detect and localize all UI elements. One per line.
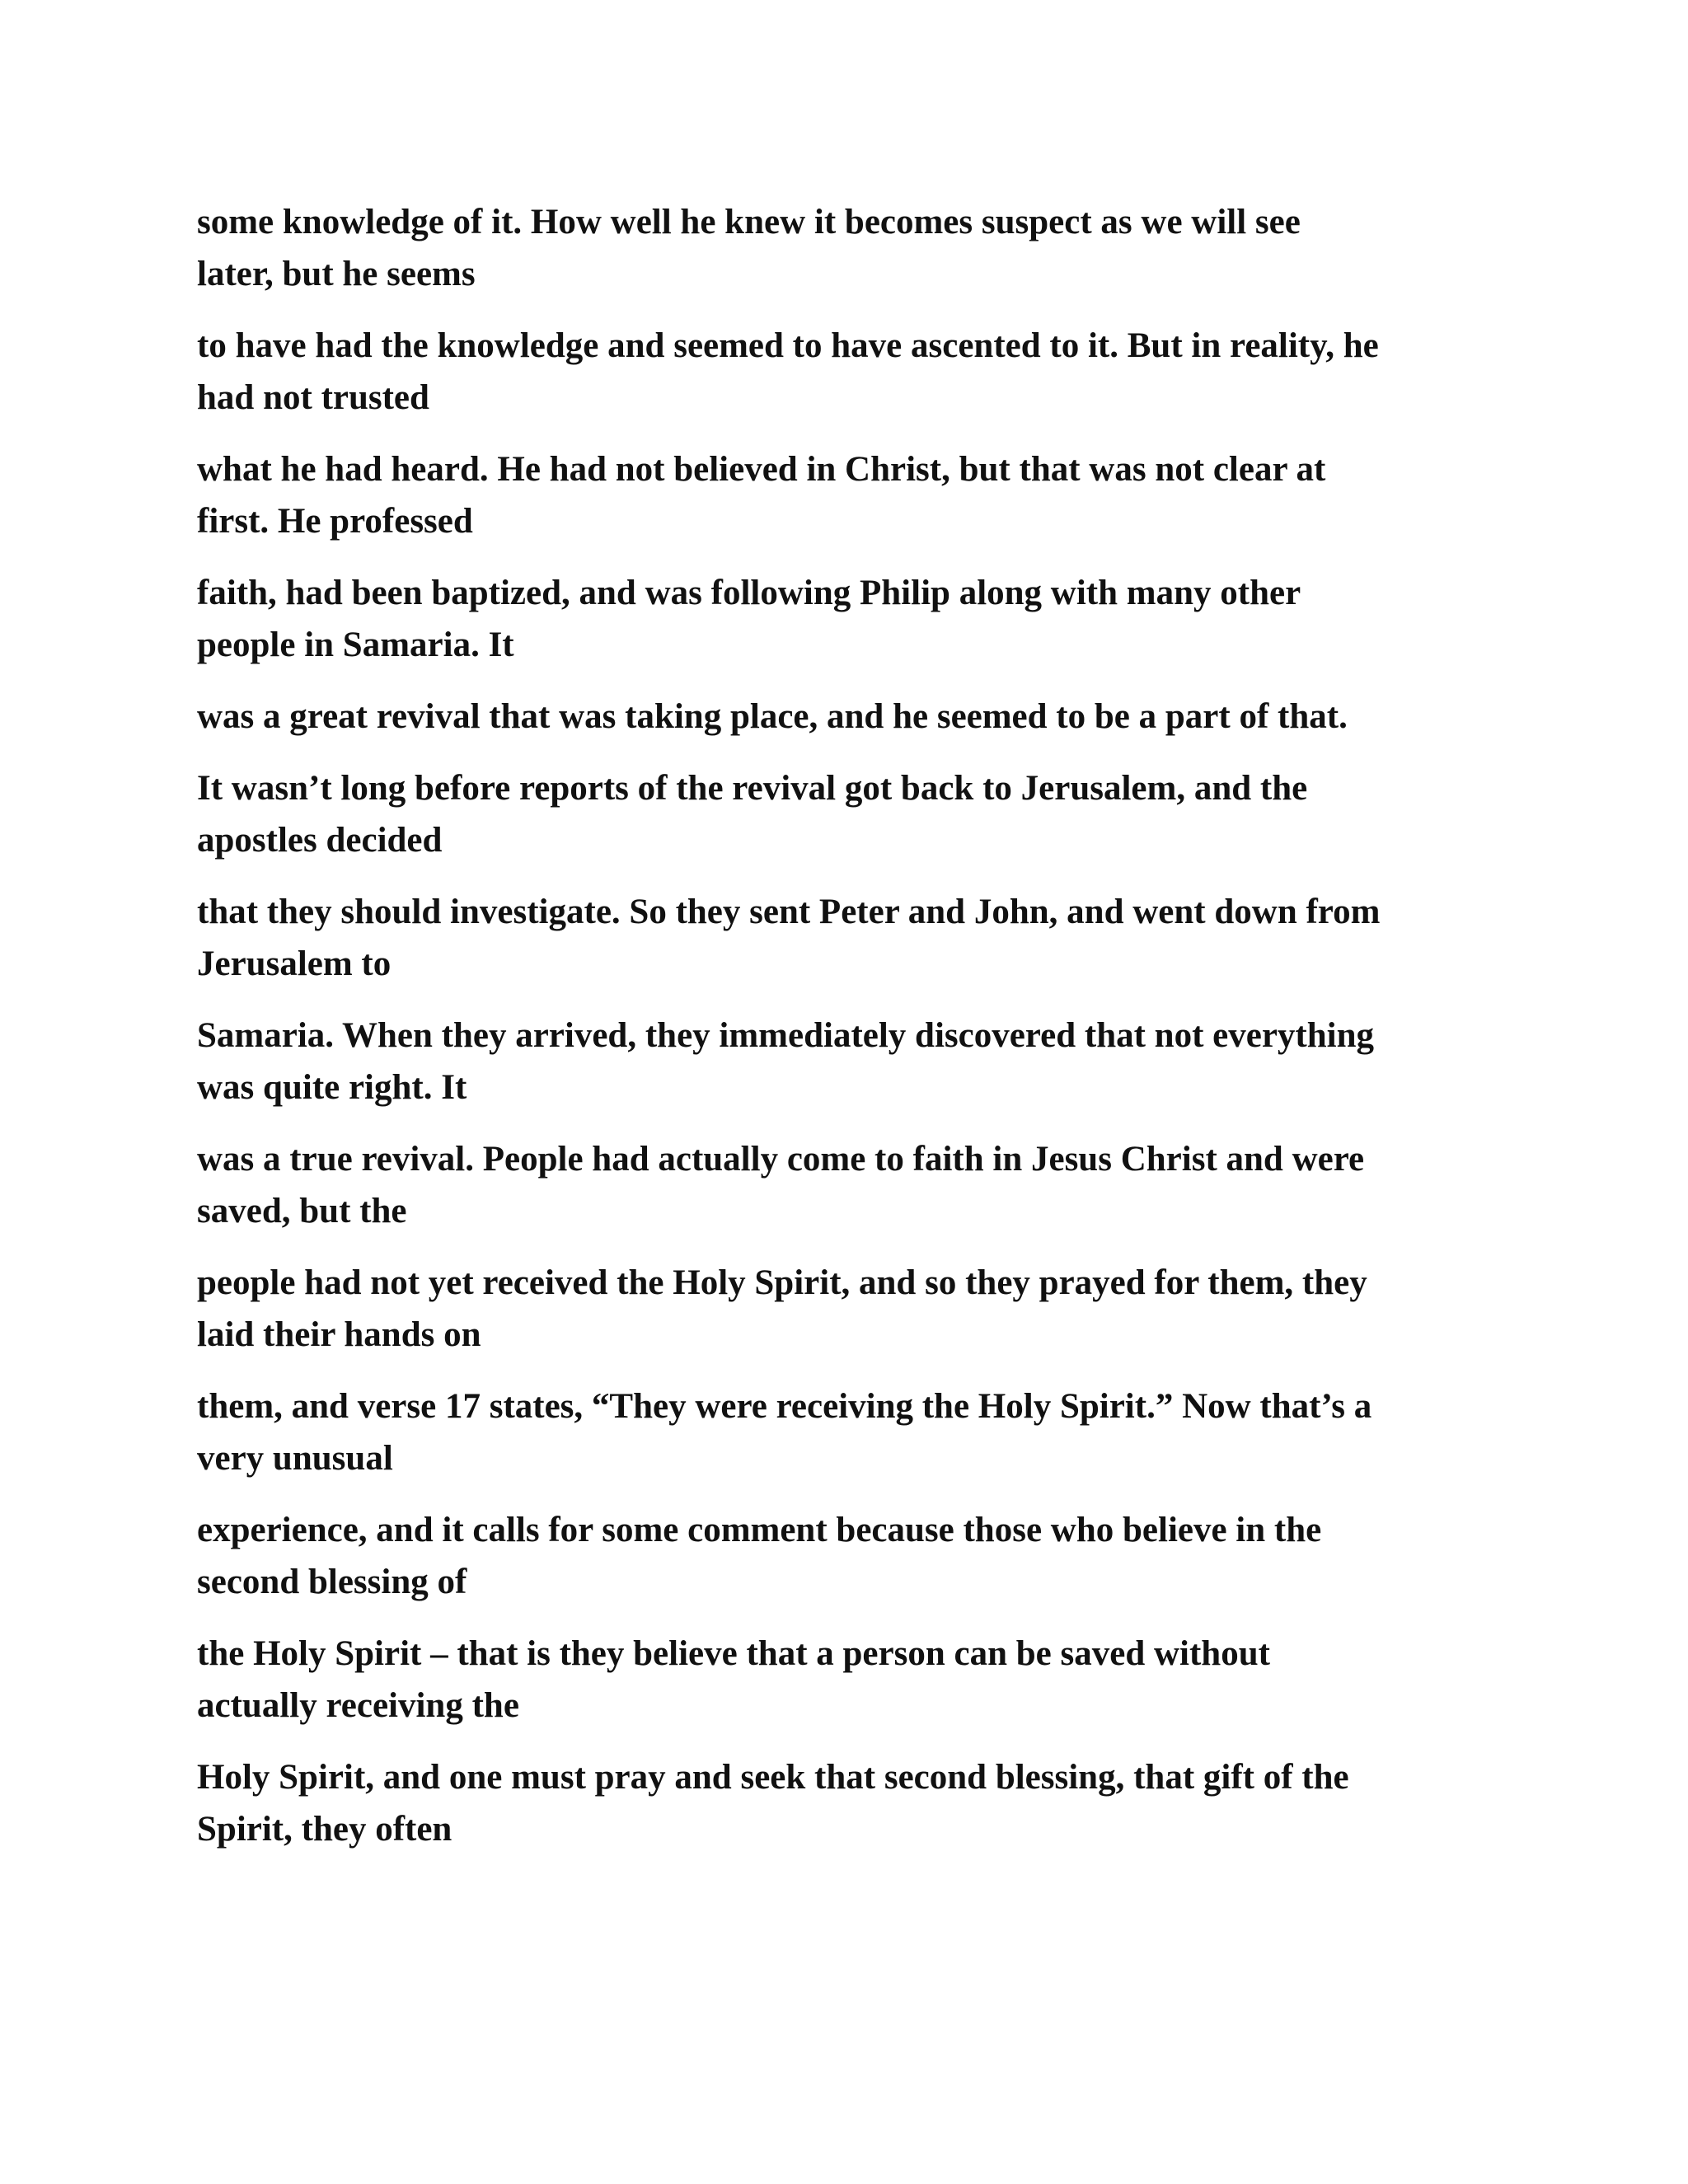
text-line: It wasn’t long before reports of the revival got back to Jerusalem, and the	[197, 769, 1308, 808]
text-line: people in Samaria. It	[197, 626, 514, 664]
text-line: apostles decided	[197, 821, 443, 860]
paragraph	[197, 691, 1516, 743]
text-line: later, but he seems	[197, 255, 476, 293]
paragraph	[197, 886, 1516, 990]
paragraph	[197, 1751, 1516, 1855]
paragraph	[197, 762, 1516, 866]
text-line: first. He professed	[197, 502, 473, 541]
text-line: people had not yet received the Holy Spirit, and so they prayed for them, they	[197, 1263, 1367, 1302]
text-line: was a great revival that was taking place, and he seemed to be a part of that.	[197, 697, 1348, 736]
text-line: to have had the knowledge and seemed to have ascented to it. But in reality, he	[197, 326, 1379, 365]
document-body	[197, 196, 1516, 1875]
text-line: very unusual	[197, 1439, 393, 1478]
text-line: the Holy Spirit – that is they believe that a person can be saved without	[197, 1634, 1270, 1673]
paragraph	[197, 320, 1516, 424]
paragraph	[197, 1257, 1516, 1361]
paragraph	[197, 443, 1516, 547]
text-line: actually receiving the	[197, 1686, 519, 1725]
text-line: them, and verse 17 states, “They were receiving the Holy Spirit.” Now that’s a	[197, 1387, 1372, 1426]
paragraph	[197, 1010, 1516, 1113]
text-line: Holy Spirit, and one must pray and seek that second blessing, that gift of the	[197, 1758, 1349, 1797]
text-line: second blessing of	[197, 1563, 467, 1601]
text-line: Jerusalem to	[197, 944, 392, 983]
text-line: Spirit, they often	[197, 1810, 452, 1849]
text-line: was quite right. It	[197, 1068, 467, 1107]
paragraph	[197, 1628, 1516, 1732]
paragraph	[197, 1133, 1516, 1237]
text-line: that they should investigate. So they sent Peter and John, and went down from	[197, 893, 1381, 931]
text-line: was a true revival. People had actually come to faith in Jesus Christ and were	[197, 1140, 1365, 1179]
text-line: some knowledge of it. How well he knew it becomes suspect as we will see	[197, 203, 1301, 241]
text-line: what he had heard. He had not believed in Christ, but that was not clear at	[197, 450, 1326, 489]
text-line: had not trusted	[197, 378, 429, 417]
paragraph	[197, 1504, 1516, 1608]
paragraph	[197, 1380, 1516, 1484]
text-line: faith, had been baptized, and was following Philip along with many other	[197, 574, 1301, 612]
paragraph	[197, 567, 1516, 671]
text-line: laid their hands on	[197, 1315, 481, 1354]
text-line: Samaria. When they arrived, they immediately discovered that not everything	[197, 1016, 1375, 1055]
text-line: experience, and it calls for some comment because those who believe in the	[197, 1511, 1322, 1549]
paragraph	[197, 196, 1516, 300]
text-line: saved, but the	[197, 1192, 407, 1230]
